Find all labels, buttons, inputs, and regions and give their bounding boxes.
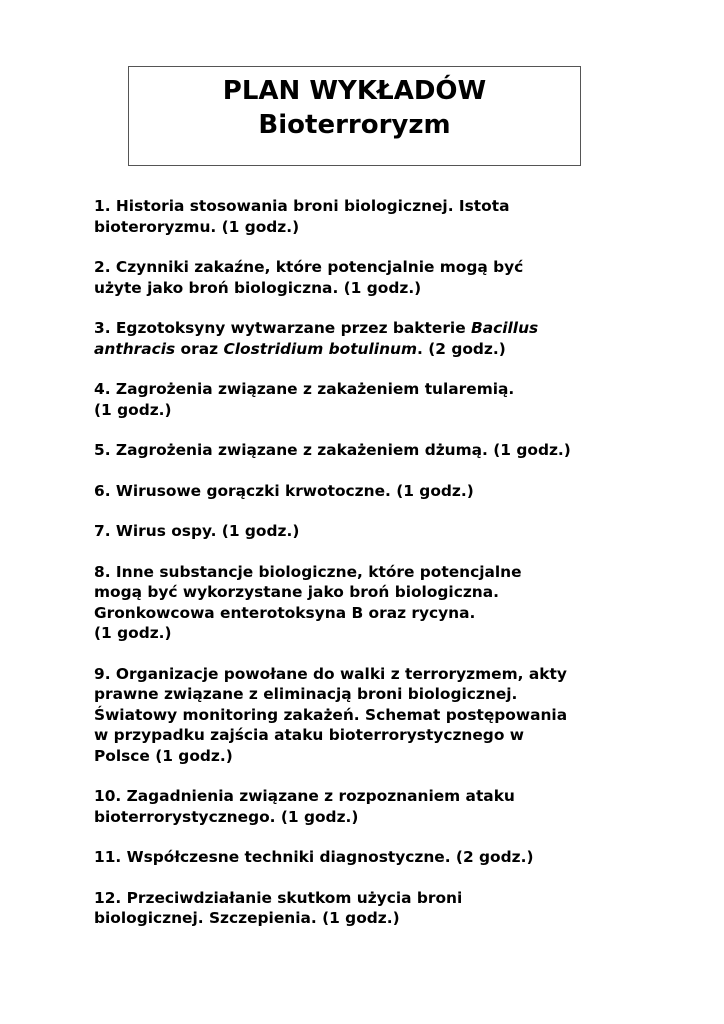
lecture-item-line: biologicznej. Szczepienia. (1 godz.) [94,909,400,927]
lecture-item-12 [94,888,634,929]
lecture-item-10 [94,786,634,827]
lecture-item-line: 1. Historia stosowania broni biologicznej. Istota [94,197,510,215]
lecture-item-2 [94,257,634,298]
title-box [128,66,581,166]
lecture-item-line: 5. Zagrożenia związane z zakażeniem dżumą. (1 godz.) [94,441,571,459]
lecture-item-line [94,339,634,360]
lecture-item-3 [94,318,634,359]
document-subtitle: Bioterroryzm [258,110,451,140]
lecture-item-line [94,318,634,339]
lecture-item-8 [94,562,634,644]
lecture-item-line: w przypadku zajścia ataku bioterrorystycznego w [94,726,524,744]
lecture-item-11 [94,847,634,868]
lecture-item-line: 7. Wirus ospy. (1 godz.) [94,522,300,540]
lecture-item-line: bioterrorystycznego. (1 godz.) [94,807,359,826]
lecture-item-line: Światowy monitoring zakażeń. Schemat postępowania [94,705,568,724]
lecture-item-line: 9. Organizacje powołane do walki z terroryzmem, akty [94,664,567,683]
lecture-item-line: prawne związane z eliminacją broni biologicznej. [94,685,518,703]
lecture-item-line: (1 godz.) [94,624,172,642]
lecture-item-line: 12. Przeciwdziałanie skutkom użycia broni [94,888,463,907]
document-title: PLAN WYKŁADÓW [222,76,487,106]
lecture-item-line: 11. Współczesne techniki diagnostyczne. (2 godz.) [94,848,534,866]
lecture-item-line: użyte jako broń biologiczna. (1 godz.) [94,278,422,297]
lecture-text: . (2 godz.) [417,339,506,358]
species-name: Clostridium botulinum [223,339,418,358]
lecture-item-line: 10. Zagadnienia związane z rozpoznaniem ataku [94,787,515,805]
lecture-text: 3. Egzotoksyny wytwarzane przez bakterie [94,319,471,337]
lecture-item-4 [94,379,634,420]
lecture-text: oraz [175,339,224,358]
lecture-item-line: Gronkowcowa enterotoksyna B oraz rycyna. [94,603,476,622]
lecture-item-line: bioteroryzmu. (1 godz.) [94,217,300,236]
lecture-item-9 [94,664,634,767]
species-name: anthracis [94,339,176,358]
lecture-item-line: 4. Zagrożenia związane z zakażeniem tularemią. [94,380,515,398]
lecture-item-line: 8. Inne substancje biologiczne, które potencjalne [94,562,522,581]
lecture-item-line: mogą być wykorzystane jako broń biologiczna. [94,583,499,601]
species-name: Bacillus [471,319,539,337]
lecture-item-5 [94,440,634,461]
lecture-item-line: Polsce (1 godz.) [94,746,233,765]
lecture-item-6 [94,481,634,502]
lecture-item-line: 6. Wirusowe gorączki krwotoczne. (1 godz.) [94,481,474,500]
lecture-item-1 [94,196,634,237]
lecture-item-line: (1 godz.) [94,400,172,419]
lecture-item-7 [94,521,634,542]
lecture-item-line: 2. Czynniki zakaźne, które potencjalnie mogą być [94,258,524,276]
lecture-list [94,196,634,949]
